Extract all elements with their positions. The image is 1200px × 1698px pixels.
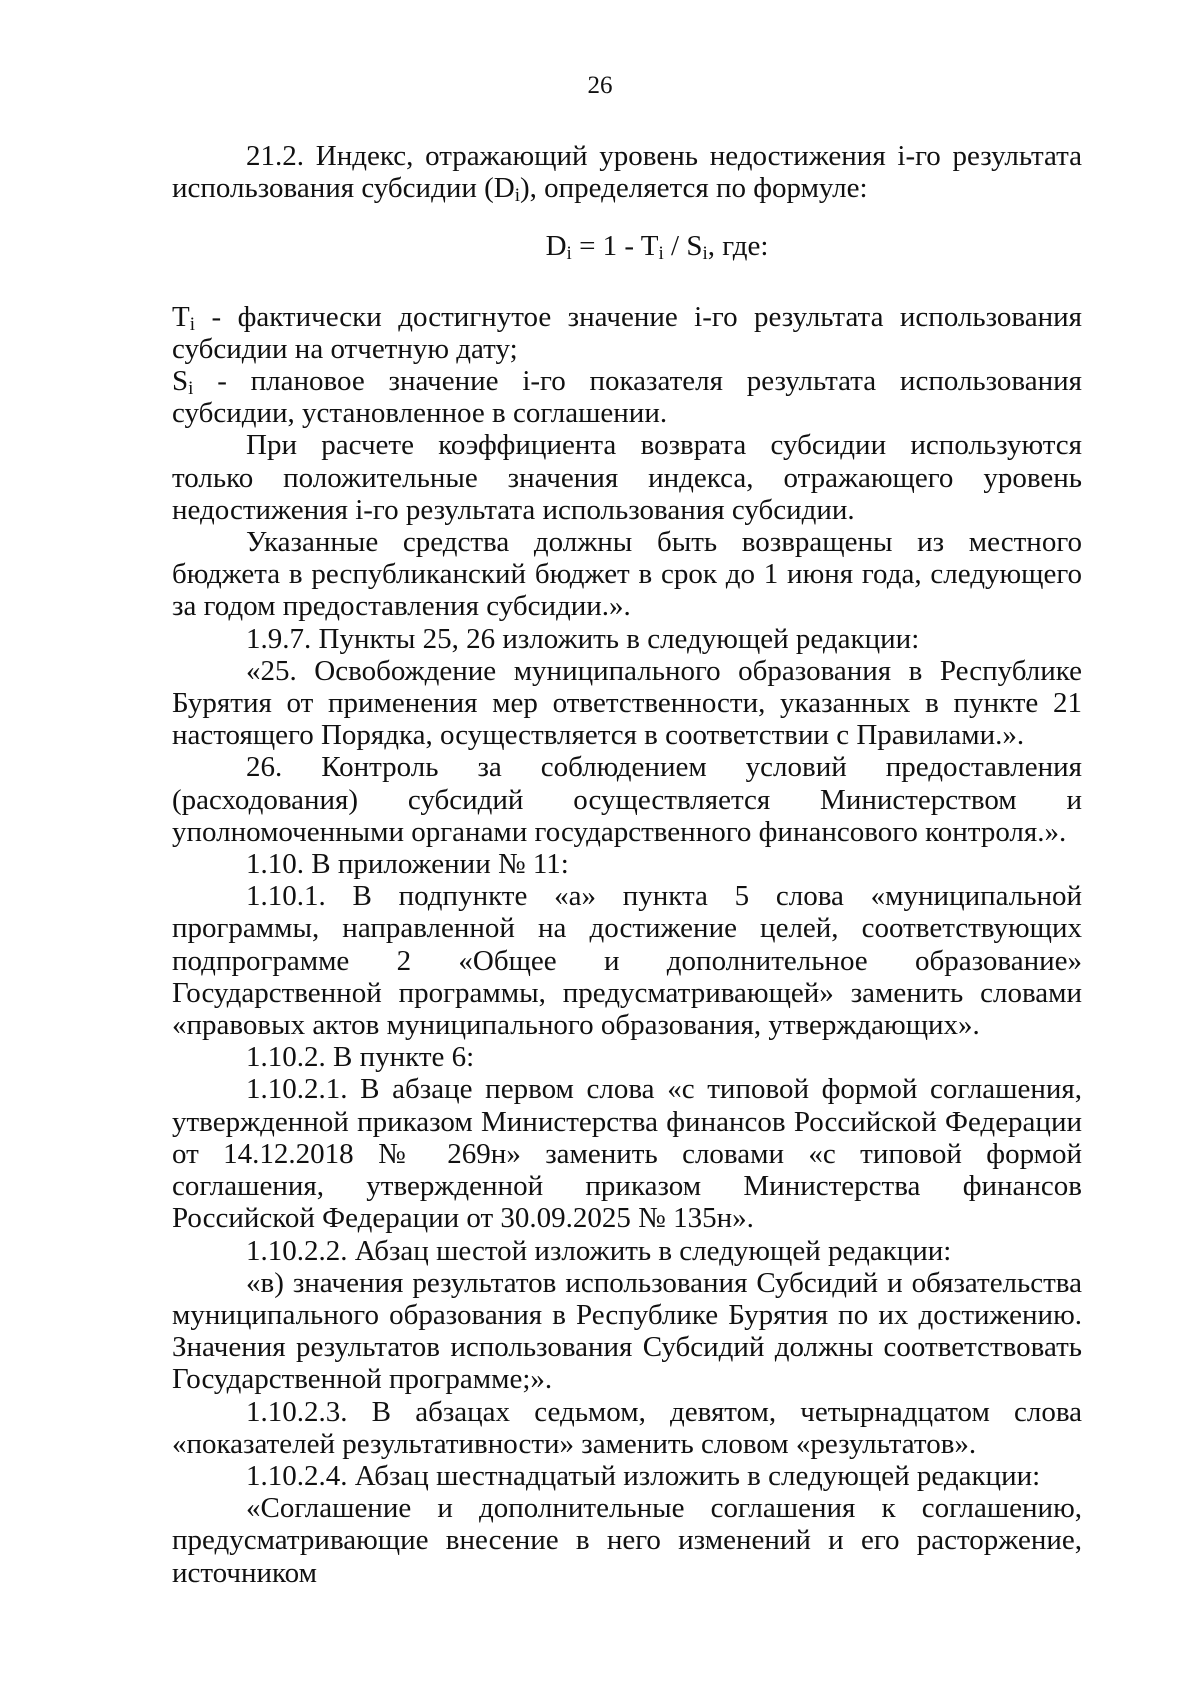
subscript: i xyxy=(514,185,520,207)
paragraph: 1.10.1. В подпункте «а» пункта 5 слова «муниципальной программы, направленной на достижение целей, соответствующих подпрограмме 2 «Общее и дополнительное образование» Государственной программы, предусматривающей» заменить словами «правовых актов муниципального образования, утверждающих». xyxy=(172,880,1082,1042)
paragraph: 1.10. В приложении № 11: xyxy=(246,848,569,881)
paragraph: При расчете коэффициента возврата субсидии используются только положительные значения индекса, отражающего уровень недостижения i-го результата использования субсидии. xyxy=(172,429,1082,526)
formula xyxy=(172,230,1082,265)
definition-text: - плановое значение i-го показателя результата использования субсидии, установленное в соглашении. xyxy=(172,365,1082,430)
definition-s xyxy=(172,365,1082,429)
symbol: T xyxy=(172,300,190,333)
formula-part: / S xyxy=(663,230,703,263)
paragraph: 1.10.2.4. Абзац шестнадцатый изложить в следующей редакции: xyxy=(246,1459,1041,1492)
spacer xyxy=(172,291,1082,301)
subscript: i xyxy=(188,378,194,400)
paragraph-21-2 xyxy=(172,140,1082,207)
paragraph-text: ), определяется по формуле: xyxy=(520,172,868,205)
paragraph-text: 21.2. Индекс, отражающий уровень недостижения i-го результата использования субсидии (D xyxy=(172,140,1082,205)
definition-t xyxy=(172,301,1082,365)
paragraph: 1.10.2. В пункте 6: xyxy=(246,1041,475,1074)
definition-text: - фактически достигнутое значение i-го результата использования субсидии на отчетную дату; xyxy=(172,300,1082,365)
subscript: i xyxy=(702,243,708,265)
formula-part: , где: xyxy=(707,230,769,263)
document-body xyxy=(172,140,1082,1589)
formula-part: D xyxy=(545,230,567,263)
subscript: i xyxy=(566,243,572,265)
paragraph: «Соглашение и дополнительные соглашения к соглашению, предусматривающие внесение в него изменений и его расторжение, источником xyxy=(172,1492,1082,1589)
paragraph: Указанные средства должны быть возвращены из местного бюджета в республиканский бюджет в срок до 1 июня года, следующего за годом предоставления субсидии.». xyxy=(172,526,1082,623)
formula-part: = 1 - T xyxy=(571,230,659,263)
page-number: 26 xyxy=(587,72,613,99)
paragraph: «25. Освобождение муниципального образования в Республике Бурятия от применения мер ответственности, указанных в пункте 21 настоящего Порядка, осуществляется в соответствии с Правилами.». xyxy=(172,654,1082,752)
paragraph: 1.10.2.3. В абзацах седьмом, девятом, четырнадцатом слова «показателей результативности» заменить словом «результатов». xyxy=(172,1395,1082,1460)
paragraph: 1.10.2.1. В абзаце первом слова «с типовой формой соглашения, утвержденной приказом Министерства финансов Российской Федерации от 14.12.2018 № 269н» заменить словами «с типовой формой соглашения, утвержденной приказом Министерства финансов Российской Федерации от 30.09.2025 № 135н». xyxy=(172,1073,1082,1235)
paragraph: 26. Контроль за соблюдением условий предоставления (расходования) субсидий осуществляется Министерством и уполномоченными органами государственного финансового контроля.». xyxy=(172,751,1082,848)
subscript: i xyxy=(189,313,195,335)
subscript: i xyxy=(658,243,664,265)
paragraph: 1.9.7. Пункты 25, 26 изложить в следующей редакции: xyxy=(246,622,920,655)
paragraph: «в) значения результатов использования Субсидий и обязательства муниципального образования в Республике Бурятия по их достижению. Значения результатов использования Субсидий должны соответствовать Государственной программе;». xyxy=(172,1266,1082,1396)
paragraph: 1.10.2.2. Абзац шестой изложить в следующей редакции: xyxy=(246,1234,952,1267)
symbol: S xyxy=(172,365,189,398)
